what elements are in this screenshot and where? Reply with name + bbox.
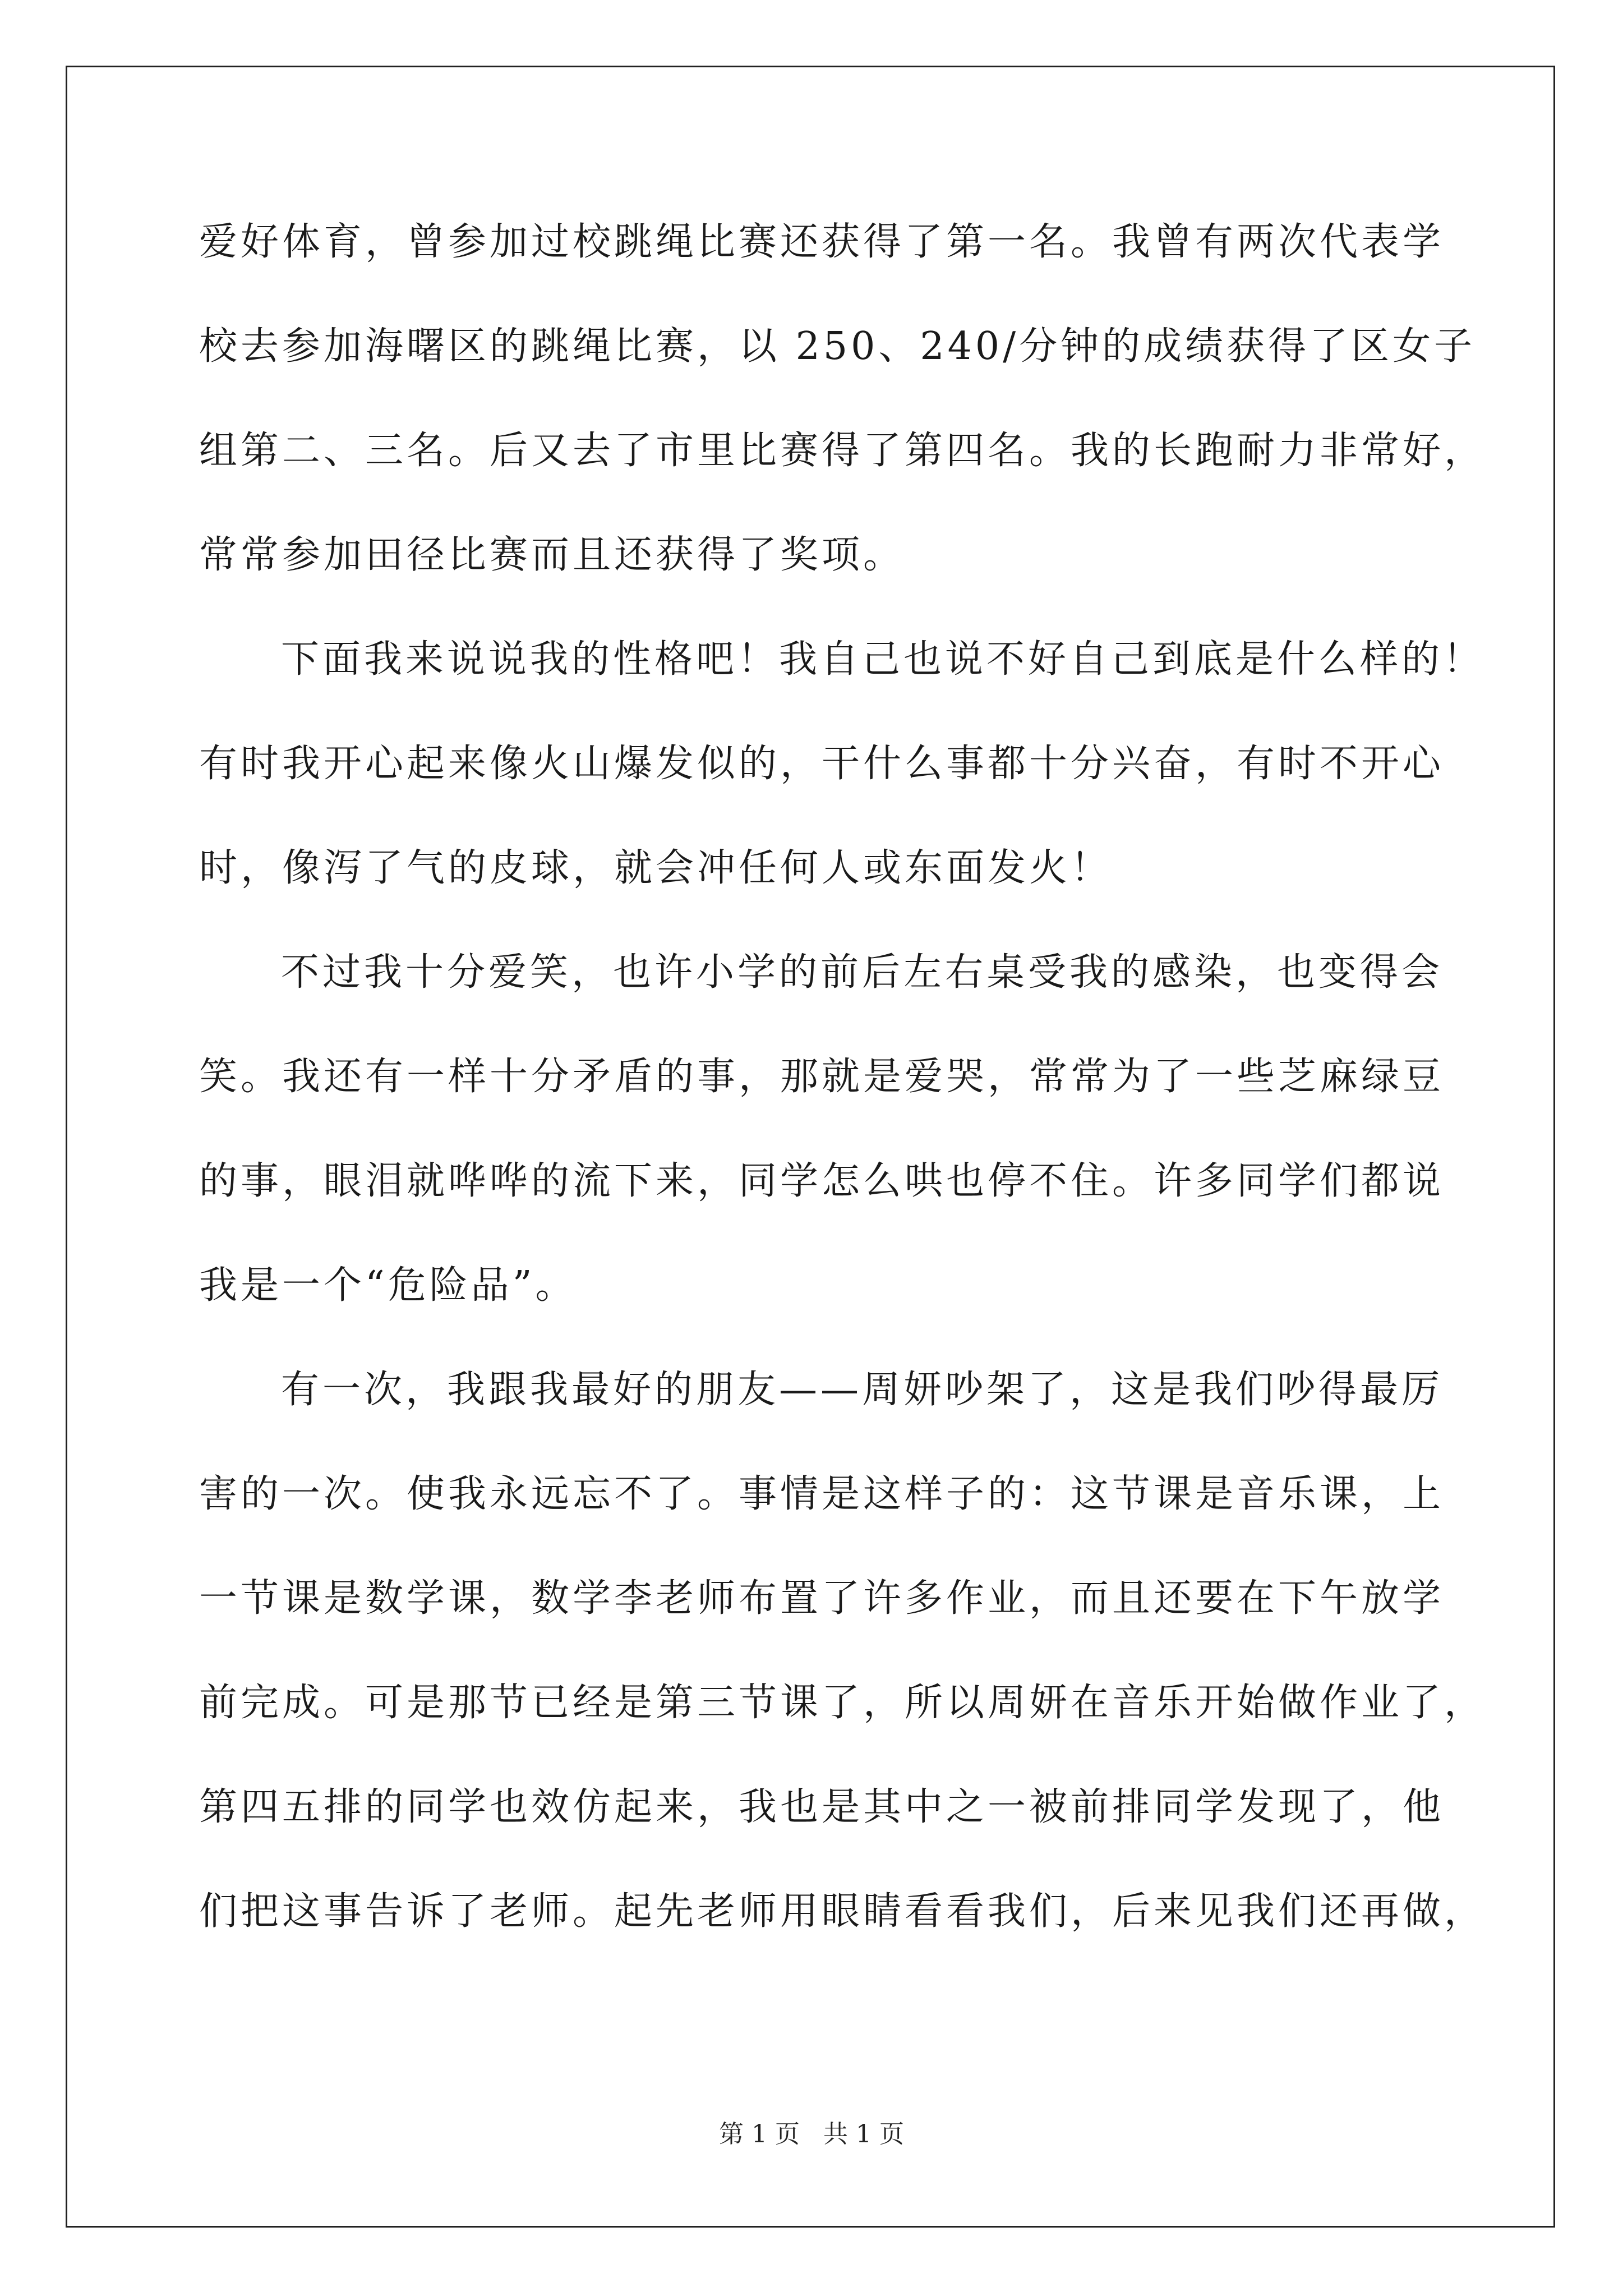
text-line: 一节课是数学课，数学李老师布置了许多作业，而且还要在下午放学 xyxy=(199,1576,1445,1621)
text-line: 校去参加海曙区的跳绳比赛，以 250、240/分钟的成绩获得了区女子 xyxy=(199,324,1476,369)
text-line: 们把这事告诉了老师。起先老师用眼睛看看我们，后来见我们还再做， xyxy=(199,1889,1486,1934)
text-line: 第四五排的同学也效仿起来，我也是其中之一被前排同学发现了，他 xyxy=(199,1785,1445,1829)
text-line: 常常参加田径比赛而且还获得了奖项。 xyxy=(199,533,905,577)
text-line: 笑。我还有一样十分矛盾的事，那就是爱哭，常常为了一些芝麻绿豆 xyxy=(199,1055,1445,1099)
text-line: 有一次，我跟我最好的朋友——周妍吵架了，这是我们吵得最厉 xyxy=(281,1368,1444,1412)
text-line: 害的一次。使我永远忘不了。事情是这样子的：这节课是音乐课，上 xyxy=(199,1472,1445,1516)
text-line: 爱好体育，曾参加过校跳绳比赛还获得了第一名。我曾有两次代表学 xyxy=(199,220,1445,264)
text-line: 的事，眼泪就哗哗的流下来，同学怎么哄也停不住。许多同学们都说 xyxy=(199,1159,1445,1203)
text-line: 不过我十分爱笑，也许小学的前后左右桌受我的感染，也变得会 xyxy=(281,950,1444,995)
text-line: 下面我来说说我的性格吧！我自己也说不好自己到底是什么样的！ xyxy=(281,637,1485,682)
text-line: 组第二、三名。后又去了市里比赛得了第四名。我的长跑耐力非常好， xyxy=(199,429,1486,473)
text-line: 时，像泻了气的皮球，就会冲任何人或东面发火！ xyxy=(199,846,1113,890)
text-line: 有时我开心起来像火山爆发似的，干什么事都十分兴奋，有时不开心 xyxy=(199,742,1445,786)
page-number: 第 1 页 xyxy=(719,2120,800,2148)
page-footer xyxy=(0,2118,1623,2151)
page-total: 共 1 页 xyxy=(823,2120,904,2148)
text-line: 我是一个“危险品”。 xyxy=(199,1263,577,1308)
text-line: 前完成。可是那节已经是第三节课了，所以周妍在音乐开始做作业了， xyxy=(199,1681,1486,1725)
